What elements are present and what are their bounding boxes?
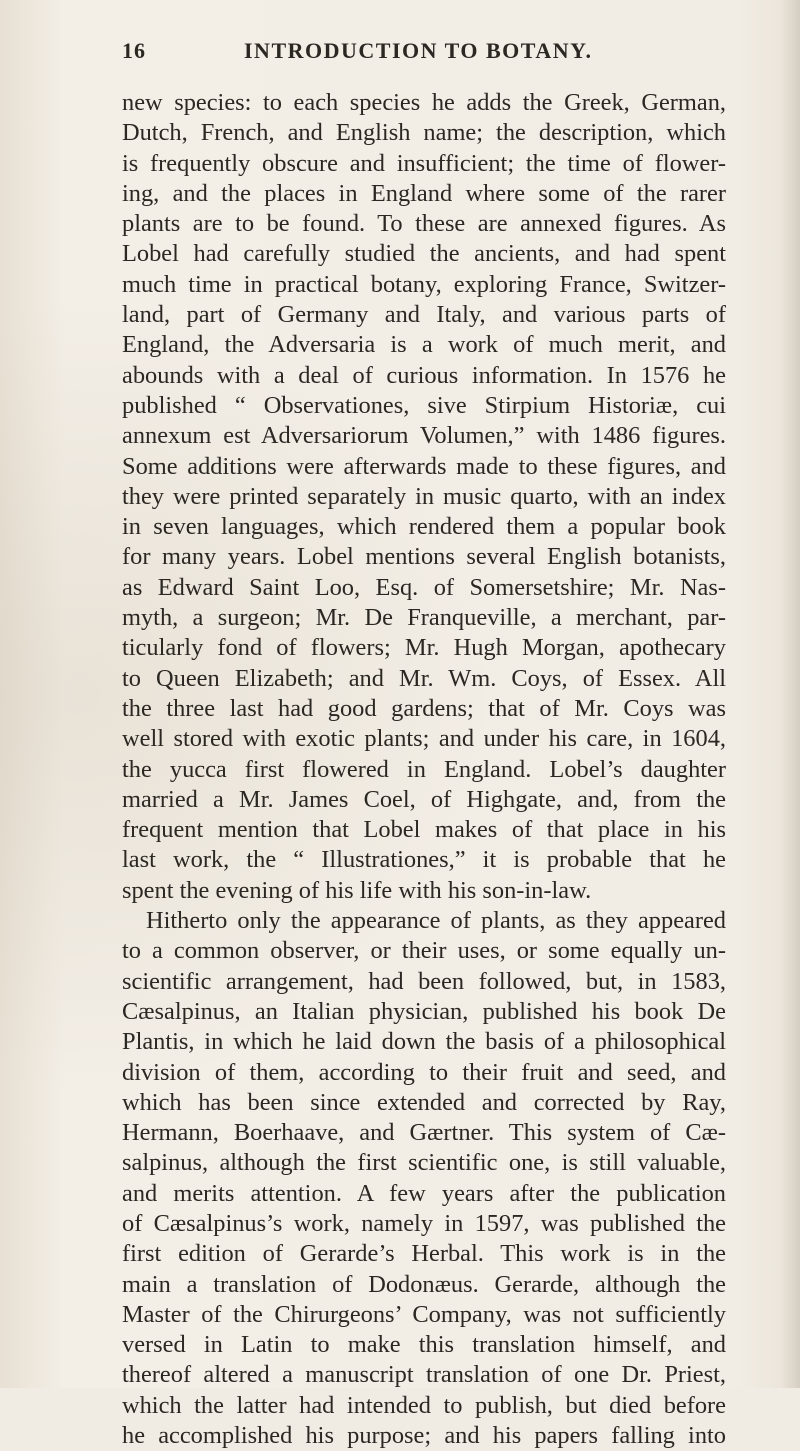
text-line: much time in practical botany, exploring France, Switzer- [122, 270, 726, 298]
text-line: in seven languages, which rendered them a popular book [122, 513, 726, 541]
text-line: scientific arrangement, had been followed, but, in 1583, [122, 967, 726, 995]
text-line: last work, the “ Illustrationes,” it is probable that he [122, 846, 726, 874]
text-line: and merits attention. A few years after the publication [122, 1179, 726, 1207]
text-line: which the latter had intended to publish, but died before [122, 1391, 726, 1419]
body-text [122, 88, 726, 1451]
text-line: myth, a surgeon; Mr. De Franqueville, a merchant, par- [122, 604, 726, 632]
text-line: for many years. Lobel mentions several English botanists, [122, 543, 726, 571]
text-line: Master of the Chirurgeons’ Company, was not sufficiently [122, 1300, 726, 1328]
text-line: of Cæsalpinus’s work, namely in 1597, was published the [122, 1209, 726, 1237]
text-line: Lobel had carefully studied the ancients, and had spent [122, 240, 726, 268]
text-line: to Queen Elizabeth; and Mr. Wm. Coys, of Essex. All [122, 664, 726, 692]
text-line: married a Mr. James Coel, of Highgate, and, from the [122, 785, 726, 813]
text-line: Hermann, Boerhaave, and Gærtner. This system of Cæ- [122, 1119, 726, 1147]
text-line: Dutch, French, and English name; the description, which [122, 119, 726, 147]
text-line: ticularly fond of flowers; Mr. Hugh Morgan, apothecary [122, 634, 726, 662]
page-number: 16 [122, 38, 146, 63]
text-line: versed in Latin to make this translation himself, and [122, 1331, 726, 1359]
text-line: ing, and the places in England where some of the rarer [122, 179, 726, 207]
text-line-paragraph-start: Hitherto only the appearance of plants, as they appeared [146, 907, 726, 935]
text-line: he accomplished his purpose; and his papers falling into [122, 1422, 726, 1450]
text-line: the three last had good gardens; that of Mr. Coys was [122, 694, 726, 722]
text-line: plants are to be found. To these are annexed figures. As [122, 210, 726, 238]
text-line: land, part of Germany and Italy, and various parts of [122, 301, 726, 329]
text-line: abounds with a deal of curious information. In 1576 he [122, 361, 726, 389]
running-head-title: INTRODUCTION TO BOTANY. [244, 38, 593, 63]
text-line: annexum est Adversariorum Volumen,” with 1486 figures. [122, 422, 726, 450]
text-line: Plantis, in which he laid down the basis of a philosophical [122, 1028, 726, 1056]
text-line: first edition of Gerarde’s Herbal. This work is in the [122, 1240, 726, 1268]
text-line: Cæsalpinus, an Italian physician, published his book De [122, 997, 726, 1025]
text-line: is frequently obscure and insufficient; the time of flower- [122, 149, 726, 177]
text-line: spent the evening of his life with his son-in-law. [122, 876, 592, 904]
text-line: main a translation of Dodonæus. Gerarde, although the [122, 1270, 726, 1298]
page-edge-shadow [780, 0, 800, 1388]
text-line: to a common observer, or their uses, or some equally un- [122, 937, 726, 965]
text-line: salpinus, although the first scientific one, is still valuable, [122, 1149, 726, 1177]
text-line: division of them, according to their fruit and seed, and [122, 1058, 726, 1086]
text-line: new species: to each species he adds the Greek, German, [122, 89, 726, 116]
text-line: the yucca first flowered in England. Lobel’s daughter [122, 755, 726, 783]
text-line: which has been since extended and corrected by Ray, [122, 1088, 726, 1116]
text-line: thereof altered a manuscript translation of one Dr. Priest, [122, 1361, 726, 1389]
text-line: published “ Observationes, sive Stirpium Historiæ, cui [122, 391, 726, 419]
text-line: they were printed separately in music quarto, with an index [122, 482, 726, 510]
text-line: England, the Adversaria is a work of much merit, and [122, 331, 726, 359]
running-head [122, 38, 722, 78]
text-line: well stored with exotic plants; and under his care, in 1604, [122, 725, 726, 753]
text-line: as Edward Saint Loo, Esq. of Somersetshire; Mr. Nas- [122, 573, 726, 601]
text-line: Some additions were afterwards made to these figures, and [122, 452, 726, 480]
text-line: frequent mention that Lobel makes of that place in his [122, 816, 726, 844]
